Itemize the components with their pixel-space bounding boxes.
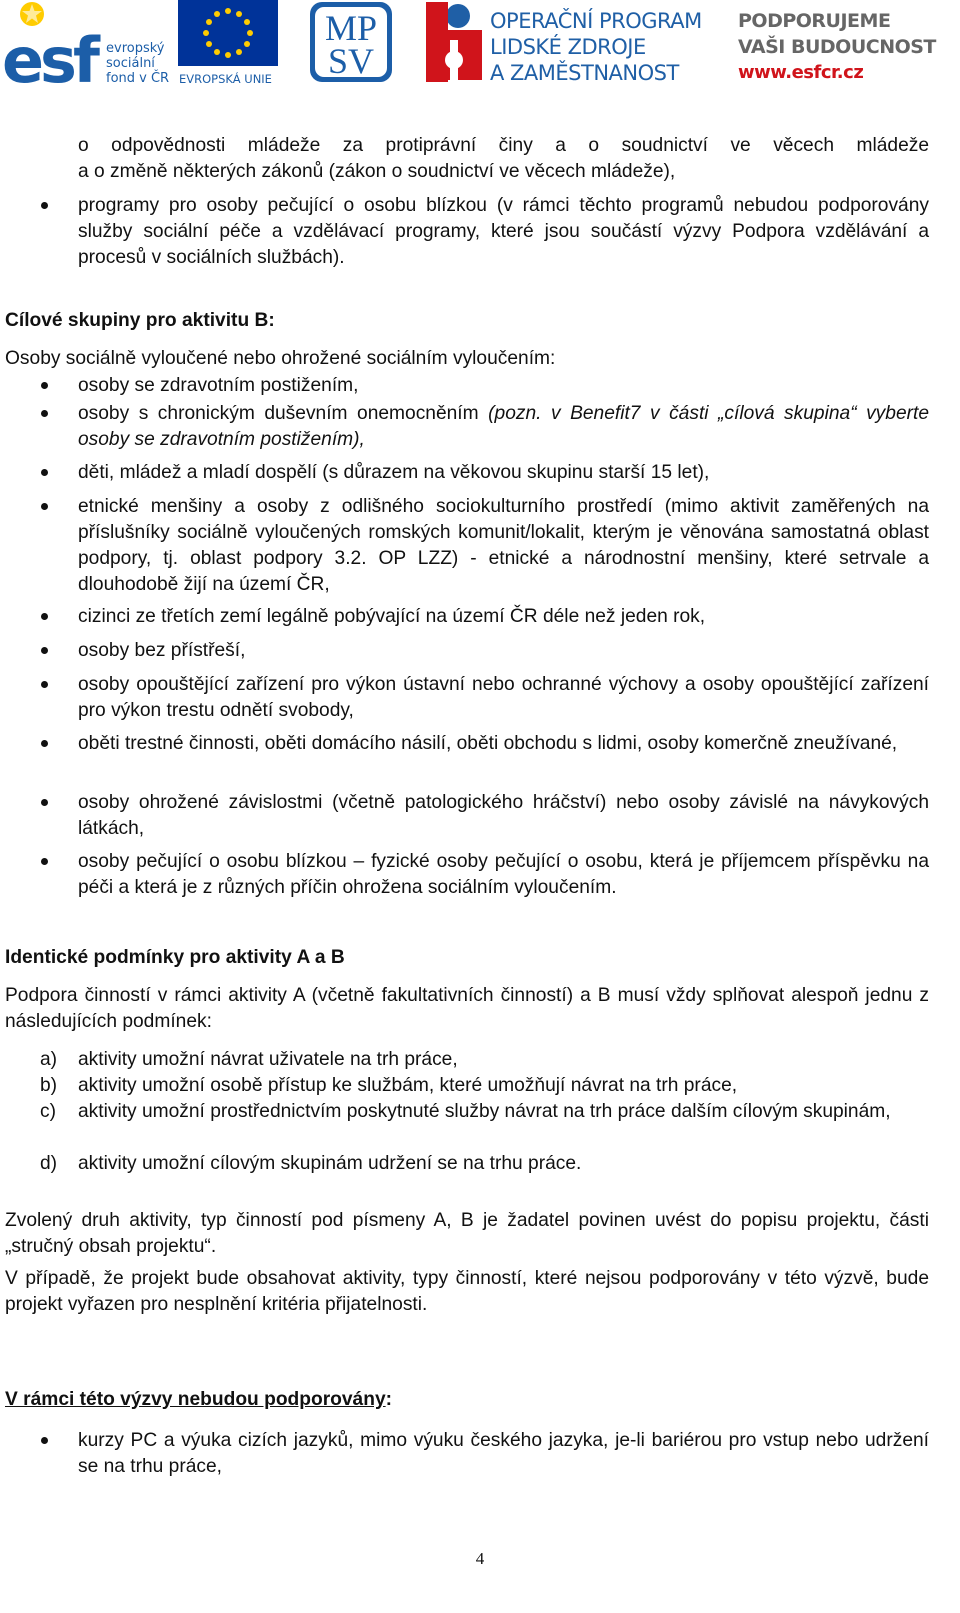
group-item-note: (pozn. v Benefit7 v části „cílová skupina“ vyberte osoby se zdravotním postižením), <box>78 403 930 450</box>
bullet-icon <box>40 604 50 614</box>
bullet-icon <box>40 849 50 859</box>
group-item: osoby pečující o osobu blízkou – fyzické osoby pečující o osobu, která je příjemcem příspěvku na péči a která je z různých příčin ohrožena sociálním vyloučením. <box>78 851 929 898</box>
support-slogan <box>738 8 936 86</box>
mpsv-line-2: SV <box>327 41 375 81</box>
condition-letter: b) <box>40 1075 58 1096</box>
eu-flag-logo <box>178 0 278 88</box>
condition-letter: a) <box>40 1049 58 1070</box>
groups-intro: Osoby sociálně vyloučené nebo ohrožené sociálním vyloučením: <box>5 348 556 369</box>
bullet-icon <box>40 790 50 800</box>
mpsv-logo <box>308 0 394 88</box>
condition-letter: c) <box>40 1101 56 1122</box>
heading-not-supported-text: V rámci této výzvy nebudou podporovány <box>5 1389 386 1410</box>
esf-line-2: sociální <box>106 56 155 71</box>
heading-colon: : <box>385 1389 393 1410</box>
intro-line-1: o odpovědnosti mládeže za protiprávní činy a o soudnictví ve věcech mládeže <box>78 135 929 156</box>
support-url: www.esfcr.cz <box>738 62 864 83</box>
bullet-icon <box>40 1428 50 1438</box>
condition-letter: d) <box>40 1153 58 1174</box>
bullet-icon <box>40 494 50 504</box>
esf-logo <box>2 0 172 88</box>
support-line-2: VAŠI BUDOUCNOST <box>738 36 936 58</box>
op-lzz-mark-icon <box>424 0 484 88</box>
group-item: osoby ohrožené závislostmi (včetně patologického hráčství) nebo osoby závislé na návykových látkách, <box>78 792 929 839</box>
bullet-icon <box>40 373 50 383</box>
condition-item: aktivity umožní prostřednictvím poskytnuté služby návrat na trh práce dalším cílovým skupinám, <box>78 1101 891 1122</box>
page-number: 4 <box>475 1549 485 1568</box>
eu-label: EVROPSKÁ UNIE <box>179 72 272 86</box>
bullet-programs: programy pro osoby pečující o osobu blízkou (v rámci těchto programů nebudou podporovány služby sociální péče a vzdělávací programy, které jsou součástí výzvy Podpora vzdělávání a procesů v sociálních službách). <box>78 195 929 268</box>
group-item: oběti trestné činnosti, oběti domácího násilí, oběti obchodu s lidmi, osoby komerčně zneužívané, <box>78 733 898 754</box>
bullet-icon <box>40 672 50 682</box>
conditions-intro: Podpora činností v rámci aktivity A (včetně fakultativních činností) a B musí vždy splňovat alespoň jednu z následujících podmínek: <box>5 985 929 1032</box>
group-item: osoby opouštějící zařízení pro výkon ústavní nebo ochranné výchovy a osoby opouštějící zařízení pro výkon trestu odnětí svobody, <box>78 674 929 721</box>
esf-line-3: fond v ČR <box>106 71 170 86</box>
bullet-icon <box>40 460 50 470</box>
esf-wordmark: esf <box>2 24 96 88</box>
group-item: děti, mládež a mladí dospělí (s důrazem na věkovou skupinu starší 15 let), <box>78 462 710 483</box>
group-item: osoby bez přístřeší, <box>78 640 246 661</box>
op-line-2: LIDSKÉ ZDROJE <box>490 35 646 59</box>
bullet-icon <box>40 731 50 741</box>
bullet-icon <box>40 193 50 203</box>
group-item: osoby se zdravotním postižením, <box>78 375 359 396</box>
support-line-1: PODPORUJEME <box>738 10 891 32</box>
paragraph-exclusion: V případě, že projekt bude obsahovat aktivity, typy činností, které nejsou podporovány v této výzvě, bude projekt vyřazen pro nesplnění kritéria přijatelnosti. <box>5 1268 929 1315</box>
mpsv-line-1: MP <box>324 8 378 48</box>
op-line-1: OPERAČNÍ PROGRAM <box>490 9 702 33</box>
op-lzz-wordmark <box>490 8 702 86</box>
group-item: cizinci ze třetích zemí legálně pobývající na území ČR déle než jeden rok, <box>78 606 706 627</box>
condition-item: aktivity umožní návrat uživatele na trh práce, <box>78 1049 458 1070</box>
intro-line-2: a o změně některých zákonů (zákon o soudnictví ve věcech mládeže), <box>78 161 676 182</box>
page-header <box>0 0 960 92</box>
not-supported-item: kurzy PC a výuka cizích jazyků, mimo výuku českého jazyka, je-li bariérou pro vstup nebo udržení se na trhu práce, <box>78 1430 929 1477</box>
condition-item: aktivity umožní cílovým skupinám udržení se na trhu práce. <box>78 1153 582 1174</box>
heading-target-groups-b: Cílové skupiny pro aktivitu B: <box>5 310 275 331</box>
condition-item: aktivity umožní osobě přístup ke službám, které umožňují návrat na trh práce, <box>78 1075 738 1096</box>
group-item-text: osoby s chronickým duševním onemocněním <box>78 403 479 424</box>
bullet-icon <box>40 638 50 648</box>
heading-not-supported <box>5 1387 392 1413</box>
group-item <box>78 401 929 453</box>
bullet-icon <box>40 401 50 411</box>
paragraph-activity-choice: Zvolený druh aktivity, typ činností pod písmeny A, B je žadatel povinen uvést do popisu projektu, části „stručný obsah projektu“. <box>5 1210 929 1257</box>
op-line-3: A ZAMĚSTNANOST <box>490 61 679 85</box>
group-item: etnické menšiny a osoby z odlišného sociokulturního prostředí (mimo aktivit zaměřených na příslušníky sociálně vyloučených romských komunit/lokalit, kterým je věnována samostatná oblast podpory, tj. oblast podpory 3.2. OP LZZ) - etnické a národnostní menšiny, které setrvale a dlouhodobě žijí na území ČR, <box>78 496 929 595</box>
esf-line-1: evropský <box>106 41 165 56</box>
heading-identical-conditions: Identické podmínky pro aktivity A a B <box>5 947 345 968</box>
